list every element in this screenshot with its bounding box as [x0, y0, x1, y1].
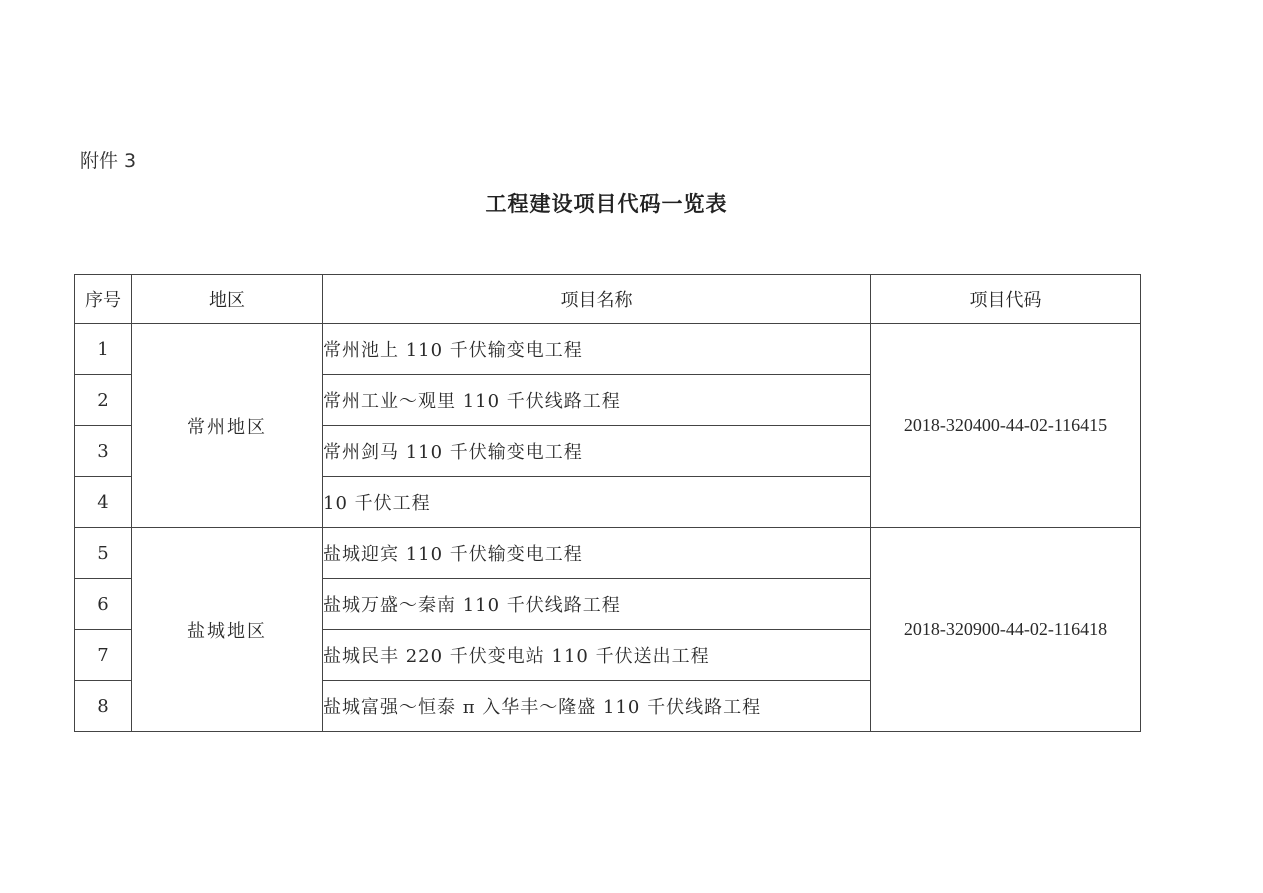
project-name: 10 千伏工程 — [323, 477, 871, 528]
table-row — [75, 324, 1141, 375]
project-code-table — [74, 274, 1141, 732]
row-number: 8 — [75, 681, 132, 732]
project-name: 盐城迎宾 110 千伏输变电工程 — [323, 528, 871, 579]
region-cell: 常州地区 — [132, 324, 323, 528]
project-code: 2018-320400-44-02-116415 — [871, 324, 1141, 528]
header-region: 地区 — [132, 275, 323, 324]
project-name: 常州池上 110 千伏输变电工程 — [323, 324, 871, 375]
project-name: 常州剑马 110 千伏输变电工程 — [323, 426, 871, 477]
row-number: 4 — [75, 477, 132, 528]
region-cell: 盐城地区 — [132, 528, 323, 732]
header-serial-number: 序号 — [75, 275, 132, 324]
row-number: 5 — [75, 528, 132, 579]
document-title: 工程建设项目代码一览表 — [485, 192, 728, 216]
header-project-name: 项目名称 — [323, 275, 871, 324]
project-name: 盐城民丰 220 千伏变电站 110 千伏送出工程 — [323, 630, 871, 681]
project-name: 盐城万盛～秦南 110 千伏线路工程 — [323, 579, 871, 630]
row-number: 7 — [75, 630, 132, 681]
project-name: 常州工业～观里 110 千伏线路工程 — [323, 375, 871, 426]
header-project-code: 项目代码 — [871, 275, 1141, 324]
row-number: 2 — [75, 375, 132, 426]
table-row — [75, 528, 1141, 579]
table-header-row — [75, 275, 1141, 324]
attachment-label: 附件 3 — [80, 150, 137, 172]
project-code: 2018-320900-44-02-116418 — [871, 528, 1141, 732]
project-name: 盐城富强～恒泰 π 入华丰～隆盛 110 千伏线路工程 — [323, 681, 871, 732]
row-number: 3 — [75, 426, 132, 477]
row-number: 6 — [75, 579, 132, 630]
row-number: 1 — [75, 324, 132, 375]
